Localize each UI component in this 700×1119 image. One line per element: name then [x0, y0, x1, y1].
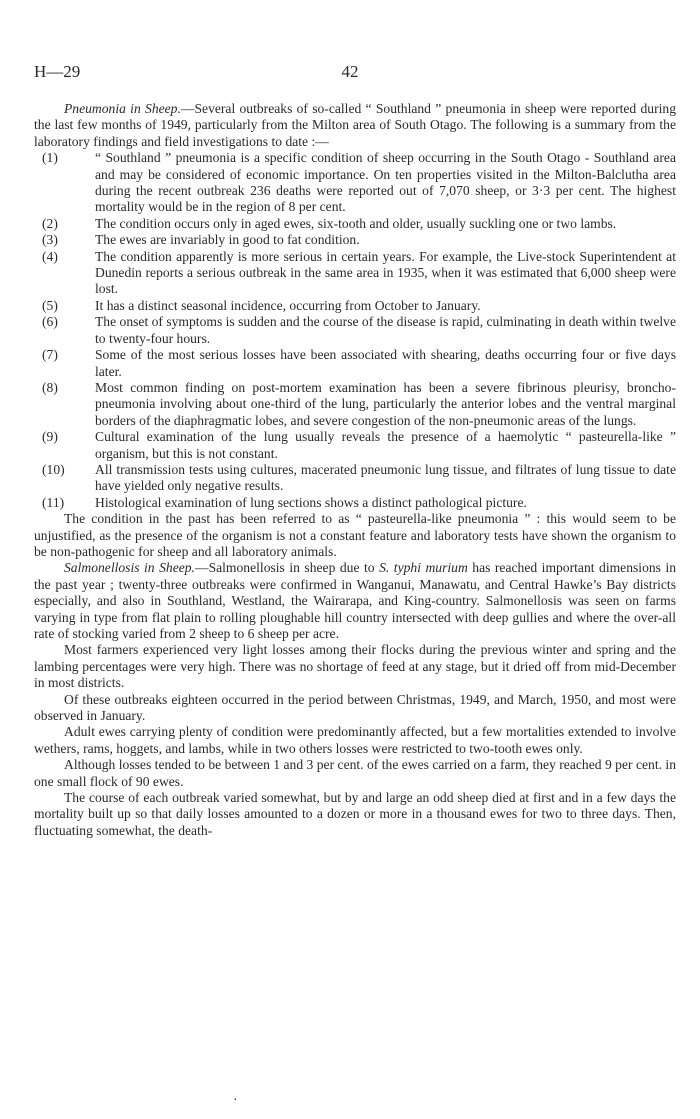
pneumonia-intro — [34, 101, 676, 150]
report-reference: H—29 — [34, 62, 81, 81]
organism-name: S. typhi murium — [379, 560, 468, 576]
item-number: (9) — [42, 429, 58, 445]
item-text: The onset of symptoms is sudden and the course of the disease is rapid, culminating in death within twelve to twenty-four hours. — [95, 314, 677, 346]
item-text: Some of the most serious losses have been associated with shearing, deaths occurring four or five days later. — [95, 347, 676, 379]
item-number: (2) — [42, 215, 58, 231]
item-text: All transmission tests using cultures, macerated pneumonic lung tissue, and filtrates of lung tissue to date have yielded only negative results. — [95, 461, 676, 494]
paragraph: Of these outbreaks eighteen occurred in the period between Christmas, 1949, and March, 1950, and most were observed in January. — [34, 691, 676, 724]
item-number: (3) — [42, 232, 58, 248]
list-item — [34, 216, 676, 232]
list-item — [34, 232, 676, 248]
list-item — [34, 298, 676, 314]
list-item — [34, 314, 676, 347]
item-number: (1) — [42, 150, 58, 166]
item-number: (5) — [42, 297, 58, 313]
page-header — [34, 62, 666, 84]
scan-speck: · — [233, 1093, 238, 1108]
item-text: “ Southland ” pneumonia is a specific condition of sheep occurring in the South Otago - Southland area and may be considered of economic importance. On ten properties visited in the Milton-Balclutha area during the recent outbreak 236 deaths were reported out of 7,070 sheep, or 3·3 per cent. The highest mortality would be in the region of 8 per cent. — [95, 150, 676, 215]
salmonellosis-lead-in: Salmonellosis in Sheep. — [64, 560, 195, 576]
list-item — [34, 495, 676, 511]
list-item — [34, 429, 676, 462]
list-item — [34, 380, 676, 429]
pneumonia-conclusion: The condition in the past has been referred to as “ pasteurella-like pneumonia ” : this would seem to be unjustified, as the presence of the organism is not a constant feature and laboratory tests have shown the organism to be non-pathogenic for sheep and all laboratory animals. — [34, 511, 676, 559]
item-number: (4) — [42, 248, 58, 264]
salmonellosis-intro — [34, 560, 676, 642]
item-text: It has a distinct seasonal incidence, occurring from October to January. — [95, 297, 481, 313]
paragraph: The course of each outbreak varied somewhat, but by and large an odd sheep died at first and in a few days the mortality built up so that daily losses amounted to a dozen or more in a thousand ewes for two to three days. Then, fluctuating somewhat, the death- — [34, 790, 676, 838]
item-number: (10) — [42, 461, 65, 477]
page-number: 42 — [341, 62, 359, 81]
pneumonia-intro-text: —Several outbreaks of so-called “ Southland ” pneumonia in sheep were reported during the last few months of 1949, particularly from the Milton area of South Otago. The following is a summary from the laboratory findings and field investigations to date :— — [34, 101, 676, 149]
list-item — [34, 150, 676, 216]
item-text: The condition occurs only in aged ewes, six-tooth and older, usually suckling one or two lambs. — [95, 215, 617, 231]
paragraph: Although losses tended to be between 1 and 3 per cent. of the ewes carried on a farm, they reached 9 per cent. in one small flock of 90 ewes. — [34, 757, 676, 789]
item-text: The ewes are invariably in good to fat condition. — [95, 232, 360, 248]
document-body — [34, 101, 676, 839]
findings-list — [34, 150, 676, 511]
item-text: Cultural examination of the lung usually reveals the presence of a haemolytic “ pasteurella-like ” organism, but this is not constant. — [95, 429, 676, 461]
item-number: (6) — [42, 314, 58, 330]
item-text: The condition apparently is more serious in certain years. For example, the Live-stock Superintendent at Dunedin reports a serious outbreak in the same area in 1935, when it was estimated that 6,000 sheep were lost. — [95, 248, 676, 297]
list-item — [34, 462, 676, 495]
salmonellosis-text-2: has reached important dimensions in the past year ; twenty-three outbreaks were confirmed in Wanganui, Manawatu, and Central Hawke’s Bay districts especially, and also in Southland, Westland, the Wairarapa, and King-country. Salmonellosis was seen on farms varying in type from flat plain to rolling ploughable hill country intersected with deep gullies and where the over-all rate of stocking varied from 2 sheep to 6 sheep per acre. — [34, 560, 677, 641]
pneumonia-lead-in: Pneumonia in Sheep. — [64, 101, 181, 116]
paragraph: Adult ewes carrying plenty of condition were predominantly affected, but a few mortalities extended to involve wethers, rams, hoggets, and lambs, while in two others losses were restricted to two-tooth ewes only. — [34, 724, 676, 756]
item-text: Most common finding on post-mortem examination has been a severe fibrinous pleurisy, broncho-pneumonia involving about one-third of the lung, particularly the anterior lobes and the ventral marginal borders of the diaphragmatic lobes, and severe congestion of the non-pneumonic areas of the lungs. — [95, 379, 676, 428]
salmonellosis-text-1: —Salmonellosis in sheep due to — [194, 560, 380, 576]
paragraph: Most farmers experienced very light losses among their flocks during the previous winter and spring and the lambing percentages were very high. There was no shortage of feed at any stage, but it dried off from mid-December in most districts. — [34, 642, 676, 691]
list-item — [34, 347, 676, 380]
item-text: Histological examination of lung sections shows a distinct pathological picture. — [95, 494, 527, 510]
item-number: (8) — [42, 379, 58, 395]
item-number: (7) — [42, 347, 58, 363]
list-item — [34, 249, 676, 298]
item-number: (11) — [42, 494, 65, 510]
